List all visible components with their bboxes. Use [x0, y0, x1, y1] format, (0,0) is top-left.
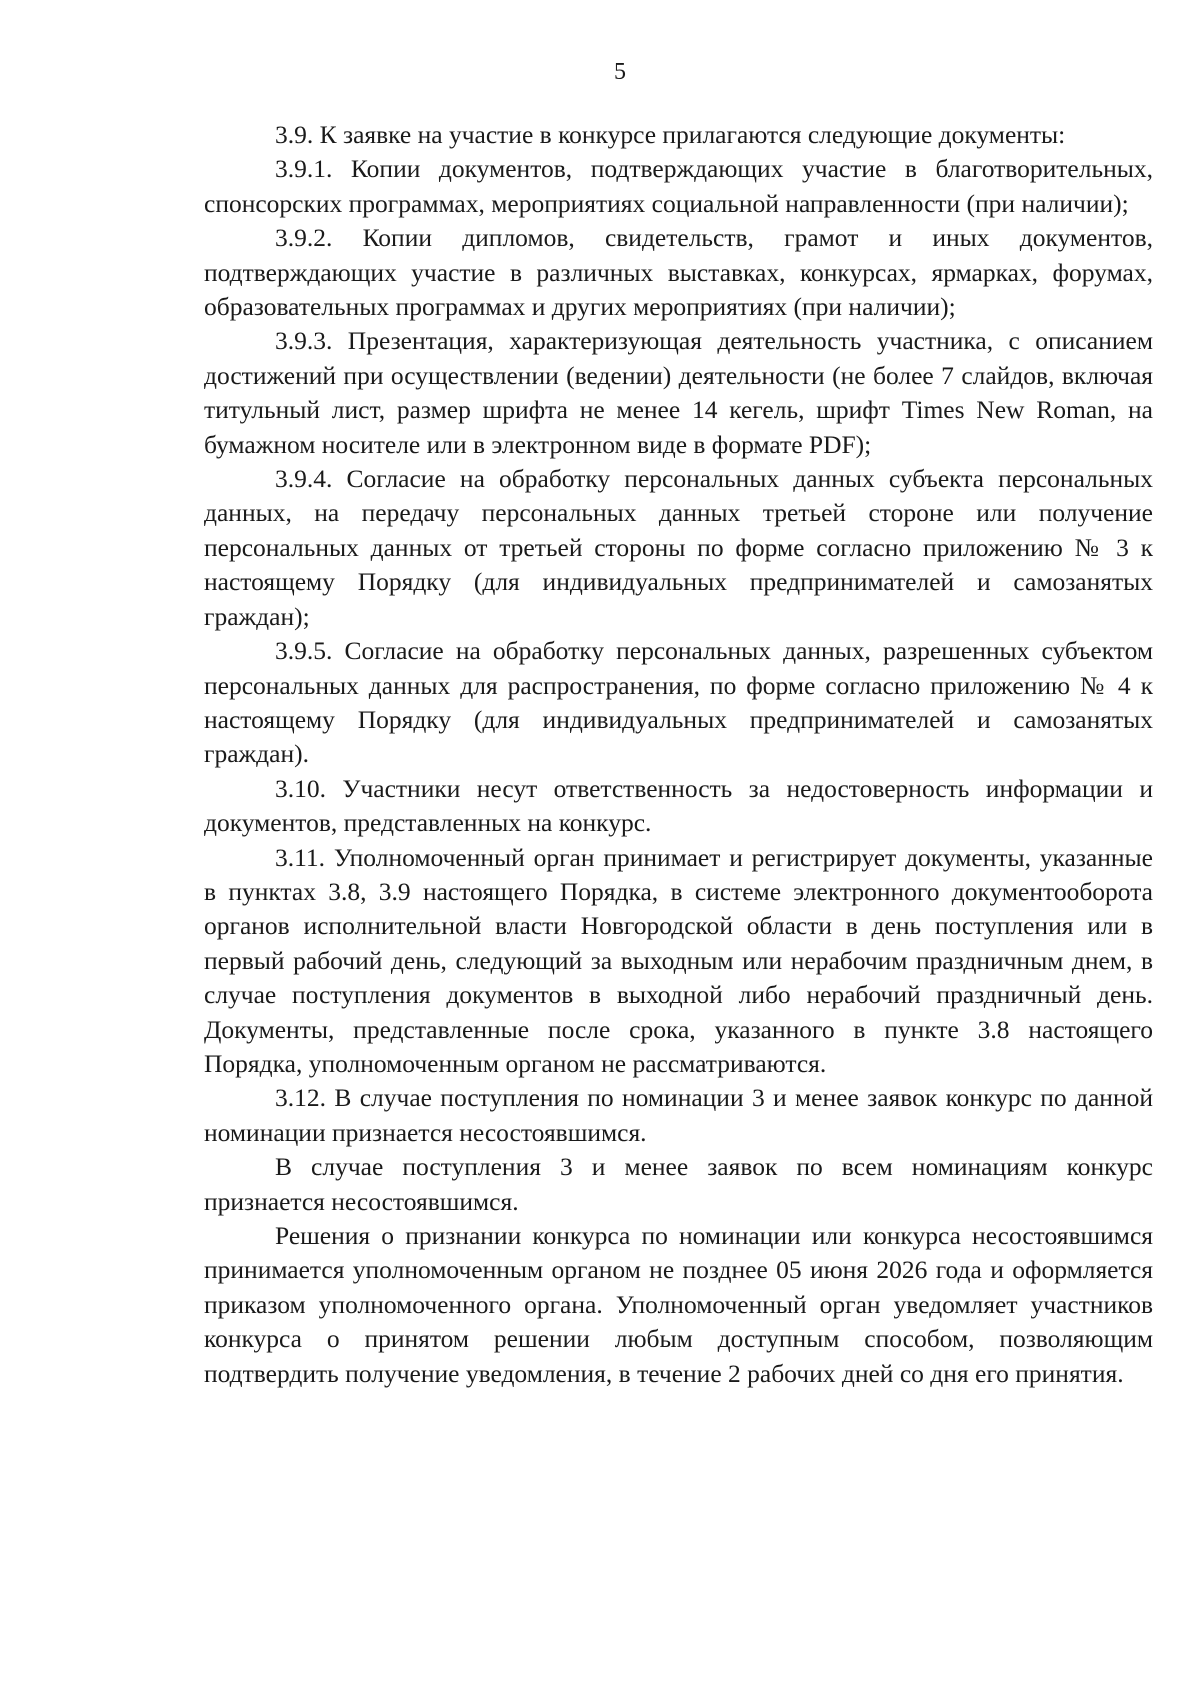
paragraph-3-9-4: 3.9.4. Согласие на обработку персональных данных субъекта персональных данных, на передачу персональных данных третьей стороне или получение персональных данных от третьей стороны по форме согласно приложению № 3 к настоящему Порядку (для индивидуальных предпринимателей и самозанятых граждан);	[204, 464, 1153, 631]
paragraph-3-9-2: 3.9.2. Копии дипломов, свидетельств, грамот и иных документов, подтверждающих участие в различных выставках, конкурсах, ярмарках, форумах, образовательных программах и других мероприятиях (при наличии);	[204, 223, 1153, 322]
paragraph-all-nominations: В случае поступления 3 и менее заявок по всем номинациям конкурс признается несостоявшимся.	[204, 1152, 1153, 1216]
document-body	[204, 118, 1153, 1391]
paragraph-3-11: 3.11. Уполномоченный орган принимает и регистрирует документы, указанные в пунктах 3.8, 3.9 настоящего Порядка, в системе электронного документооборота органов исполнительной власти Новгородской области в день поступления или в первый рабочий день, следующий за выходным или нерабочим праздничным днем, в случае поступления документов в выходной либо нерабочий праздничный день. Документы, представленные после срока, указанного в пункте 3.8 настоящего Порядка, уполномоченным органом не рассматриваются.	[204, 842, 1153, 1078]
paragraph-3-9-5: 3.9.5. Согласие на обработку персональных данных, разрешенных субъектом персональных данных для распространения, по форме согласно приложению № 4 к настоящему Порядку (для индивидуальных предпринимателей и самозанятых граждан).	[204, 636, 1153, 769]
paragraph-3-12: 3.12. В случае поступления по номинации 3 и менее заявок конкурс по данной номинации признается несостоявшимся.	[204, 1083, 1153, 1147]
paragraph-decisions: Решения о признании конкурса по номинации или конкурса несостоявшимся принимается уполномоченным органом не позднее 05 июня 2026 года и оформляется приказом уполномоченного органа. Уполномоченный орган уведомляет участников конкурса о принятом решении любым доступным способом, позволяющим подтвердить получение уведомления, в течение 2 рабочих дней со дня его принятия.	[204, 1221, 1153, 1388]
page-number: 5	[614, 59, 626, 85]
paragraph-3-10: 3.10. Участники несут ответственность за недостоверность информации и документов, представленных на конкурс.	[204, 773, 1153, 838]
paragraph-3-9: 3.9. К заявке на участие в конкурсе прилагаются следующие документы:	[275, 120, 1066, 149]
paragraph-3-9-3: 3.9.3. Презентация, характеризующая деятельность участника, с описанием достижений при осуществлении (ведении) деятельности (не более 7 слайдов, включая титульный лист, размер шрифта не менее 14 кегель, шрифт Times New Roman, на бумажном носителе или в электронном виде в формате PDF);	[204, 326, 1153, 459]
paragraph-3-9-1: 3.9.1. Копии документов, подтверждающих участие в благотворительных, спонсорских программах, мероприятиях социальной направленности (при наличии);	[204, 154, 1153, 218]
